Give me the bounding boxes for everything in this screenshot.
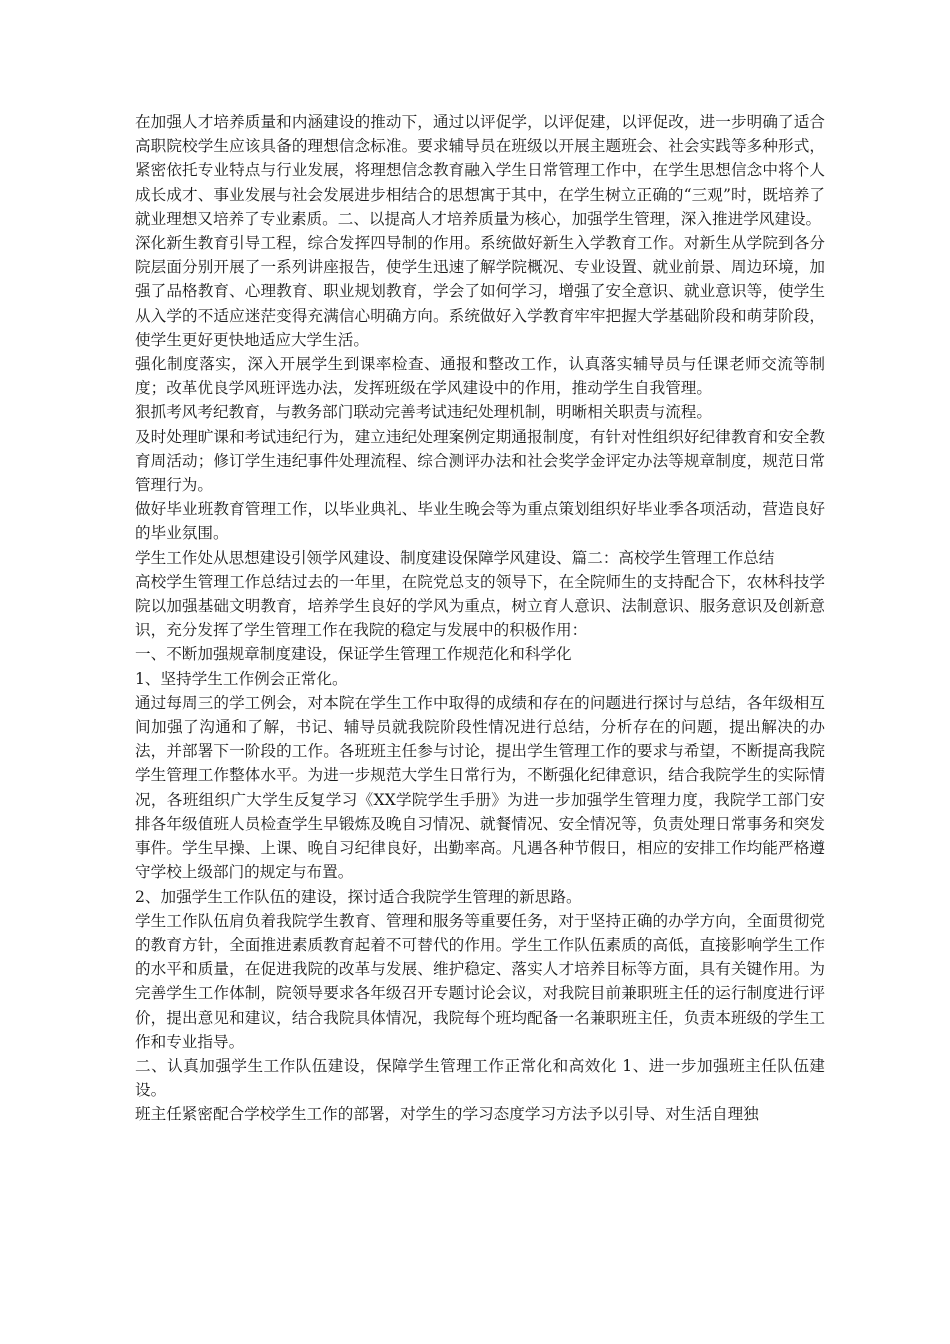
- document-body: [135, 110, 825, 1127]
- subsection-heading: 1、坚持学生工作例会正常化。: [135, 669, 348, 688]
- paragraph: 强化制度落实，深入开展学生到课率检查、通报和整改工作，认真落实辅导员与任课老师交流等制度；改革优良学风班评选办法，发挥班级在学风建设中的作用，推动学生自我管理。: [135, 355, 825, 398]
- paragraph: 班主任紧密配合学校学生工作的部署，对学生的学习态度学习方法予以引导、对生活自理独: [135, 1105, 759, 1124]
- paragraph: 学生工作队伍肩负着我院学生教育、管理和服务等重要任务，对于坚持正确的办学方向，全面贯彻党的教育方针，全面推进素质教育起着不可替代的作用。学生工作队伍素质的高低，直接影响学生工作的水平和质量，在促进我院的改革与发展、维护稳定、落实人才培养目标等方面，具有关键作用。为完善学生工作体制，院领导要求各年级召开专题讨论会议，对我院目前兼职班主任的运行制度进行评价，提出意见和建议，结合我院具体情况，我院每个班均配备一名兼职班主任，负责本班级的学生工作和专业指导。: [135, 911, 825, 1051]
- paragraph: 及时处理旷课和考试违纪行为，建立违纪处理案例定期通报制度，有针对性组织好纪律教育和安全教育周活动；修订学生违纪事件处理流程、综合测评办法和社会奖学金评定办法等规章制度，规范日常管理行为。: [135, 427, 825, 495]
- paragraph: 狠抓考风考纪教育，与教务部门联动完善考试违纪处理机制，明晰相关职责与流程。: [135, 403, 712, 422]
- subsection-heading: 2、加强学生工作队伍的建设，探讨适合我院学生管理的新思路。: [135, 887, 582, 906]
- paragraph: 通过每周三的学工例会，对本院在学生工作中取得的成绩和存在的问题进行探讨与总结，各年级相互间加强了沟通和了解，书记、辅导员就我院阶段性情况进行总结，分析存在的问题，提出解决的办法，并部署下一阶段的工作。各班班主任参与讨论，提出学生管理工作的要求与希望，不断提高我院学生管理工作整体水平。为进一步规范大学生日常行为，不断强化纪律意识，结合我院学生的实际情况，各班组织广大学生反复学习《XX学院学生手册》为进一步加强学生管理力度，我院学工部门安排各年级值班人员检查学生早锻炼及晚自习情况、就餐情况、安全情况等，负责处理日常事务和突发事件。学生早操、上课、晚自习纪律良好，出勤率高。凡遇各种节假日，相应的安排工作均能严格遵守学校上级部门的规定与布置。: [135, 693, 825, 882]
- section-heading: 二、认真加强学生工作队伍建设，保障学生管理工作正常化和高效化 1、进一步加强班主任队伍建设。: [135, 1056, 825, 1100]
- paragraph: 高校学生管理工作总结过去的一年里，在院党总支的领导下，在全院师生的支持配合下，农林科技学院以加强基础文明教育，培养学生良好的学风为重点，树立育人意识、法制意识、服务意识及创新意识，充分发挥了学生管理工作在我院的稳定与发展中的积极作用：: [135, 572, 825, 640]
- paragraph: 做好毕业班教育管理工作，以毕业典礼、毕业生晚会等为重点策划组织好毕业季各项活动，营造良好的毕业氛围。: [135, 500, 825, 543]
- section-heading: 一、不断加强规章制度建设，保证学生管理工作规范化和科学化: [135, 645, 572, 664]
- paragraph: 在加强人才培养质量和内涵建设的推动下，通过以评促学，以评促建，以评促改，进一步明确了适合高职院校学生应该具备的理想信念标准。要求辅导员在班级以开展主题班会、社会实践等多种形式，紧密依托专业特点与行业发展，将理想信念教育融入学生日常管理工作中，在学生思想信念中将个人成长成才、事业发展与社会发展进步相结合的思想寓于其中，在学生树立正确的“三观”时，既培养了就业理想又培养了专业素质。二、以提高人才培养质量为核心，加强学生管理，深入推进学风建设。: [135, 113, 825, 228]
- paragraph: 深化新生教育引导工程，综合发挥四导制的作用。系统做好新生入学教育工作。对新生从学院到各分院层面分别开展了一系列讲座报告，使学生迅速了解学院概况、专业设置、就业前景、周边环境，加强了品格教育、心理教育、职业规划教育，学会了如何学习，增强了安全意识、就业意识等，使学生从入学的不适应迷茫变得充满信心明确方向。系统做好入学教育牢牢把握大学基础阶段和萌芽阶段，使学生更好更快地适应大学生活。: [135, 234, 825, 349]
- paragraph: 学生工作处从思想建设引领学风建设、制度建设保障学风建设、篇二：高校学生管理工作总结: [135, 548, 775, 567]
